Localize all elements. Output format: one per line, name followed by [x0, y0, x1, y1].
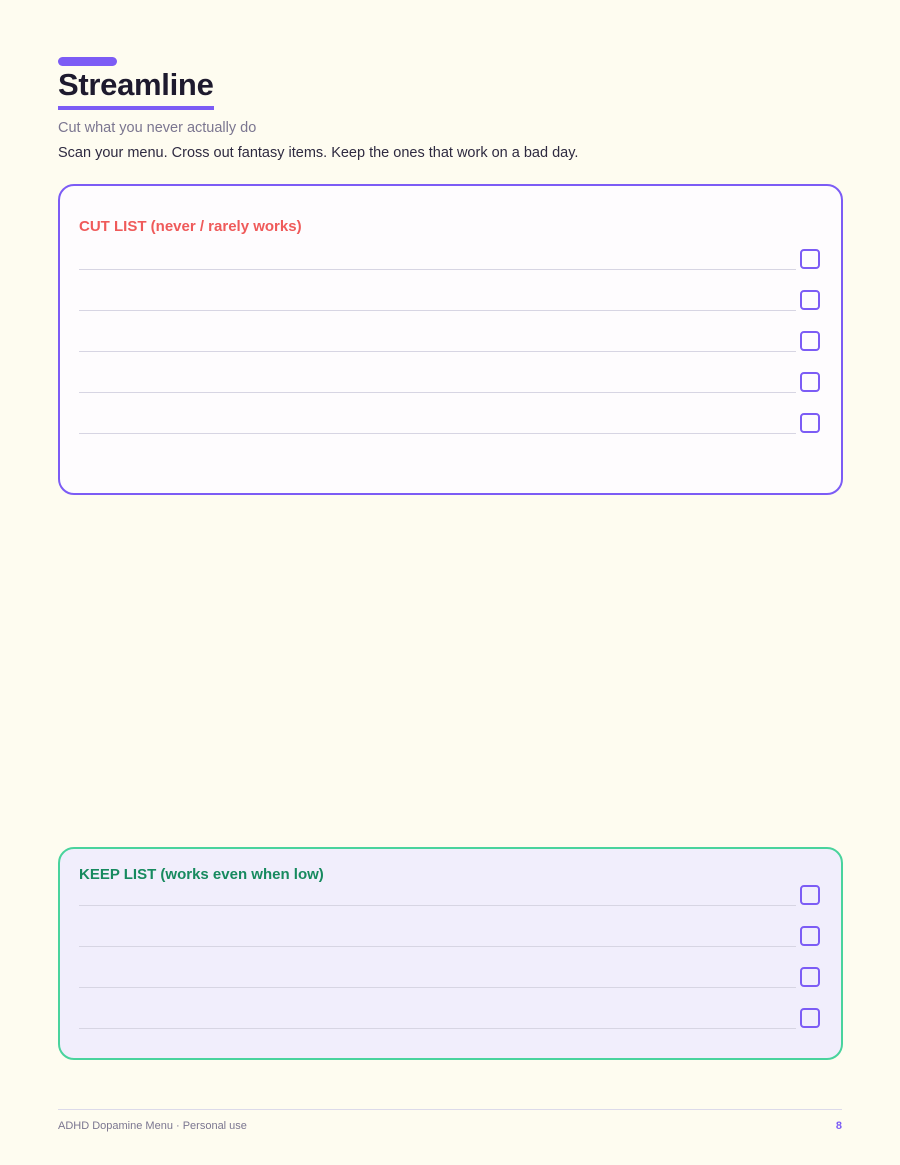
- cut-list-heading: CUT LIST (never / rarely works): [79, 218, 302, 235]
- cut-list-checkbox[interactable]: [800, 413, 820, 433]
- cut-list-checkbox[interactable]: [800, 331, 820, 351]
- page-instructions: Scan your menu. Cross out fantasy items. Keep the ones that work on a bad day.: [58, 145, 579, 161]
- keep-list-row-line[interactable]: [79, 946, 796, 947]
- page-title: Streamline: [58, 66, 214, 110]
- cut-list-row-line[interactable]: [79, 310, 796, 311]
- page-subtitle: Cut what you never actually do: [58, 120, 257, 136]
- keep-list-heading: KEEP LIST (works even when low): [79, 866, 324, 883]
- cut-list-row-line[interactable]: [79, 351, 796, 352]
- title-accent-bar: [58, 57, 117, 66]
- footer-text: ADHD Dopamine Menu · Personal use: [58, 1120, 247, 1132]
- keep-list-row-line[interactable]: [79, 905, 796, 906]
- cut-list-row-line[interactable]: [79, 269, 796, 270]
- footer-divider: [58, 1109, 842, 1110]
- keep-list-checkbox[interactable]: [800, 885, 820, 905]
- cut-list-checkbox[interactable]: [800, 372, 820, 392]
- keep-list-checkbox[interactable]: [800, 926, 820, 946]
- cut-list-card: [58, 184, 843, 495]
- keep-list-checkbox[interactable]: [800, 967, 820, 987]
- cut-list-checkbox[interactable]: [800, 249, 820, 269]
- cut-list-row-line[interactable]: [79, 392, 796, 393]
- keep-list-checkbox[interactable]: [800, 1008, 820, 1028]
- cut-list-row-line[interactable]: [79, 433, 796, 434]
- page-number: 8: [835, 1120, 842, 1132]
- keep-list-card: [58, 847, 843, 1060]
- keep-list-row-line[interactable]: [79, 1028, 796, 1029]
- cut-list-checkbox[interactable]: [800, 290, 820, 310]
- keep-list-row-line[interactable]: [79, 987, 796, 988]
